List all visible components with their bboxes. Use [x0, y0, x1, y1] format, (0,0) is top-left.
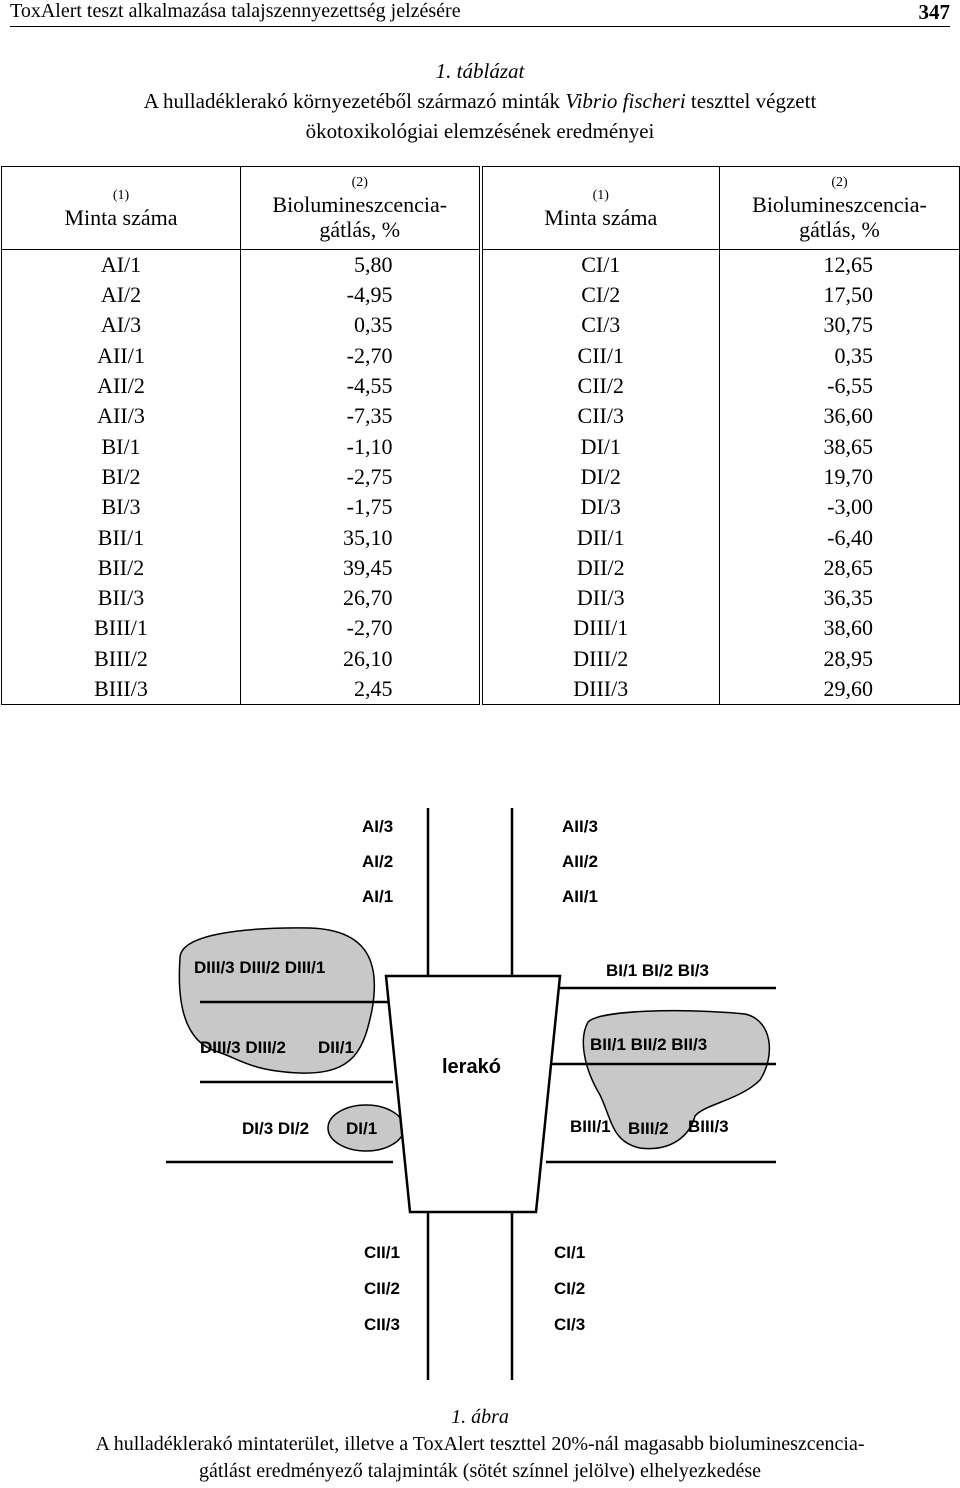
label-biii3: BIII/3 [688, 1117, 729, 1136]
value-cell-right: 17,50 [720, 280, 960, 310]
label-ci3: CI/3 [554, 1315, 586, 1334]
table-row [2, 310, 960, 340]
label-aii2: AII/2 [562, 852, 598, 871]
landfill-label: lerakó [442, 1056, 501, 1078]
value-cell-left: -1,10 [241, 431, 481, 461]
sample-cell-left: BI/2 [2, 462, 241, 492]
figure-caption-line2: gátlást eredményező talajminták (sötét színnel jelölve) elhelyezkedése [199, 1460, 761, 1482]
page-number: 347 [918, 0, 950, 24]
value-cell-left: 26,70 [241, 583, 481, 613]
sample-cell-left: AI/3 [2, 310, 241, 340]
sample-cell-left: BIII/3 [2, 674, 241, 705]
value-cell-right: 36,35 [720, 583, 960, 613]
table-row [2, 644, 960, 674]
value-cell-right: 28,95 [720, 644, 960, 674]
sample-cell-left: BIII/2 [2, 644, 241, 674]
table-row [2, 613, 960, 643]
value-cell-left: 0,35 [241, 310, 481, 340]
value-cell-left: -2,70 [241, 341, 481, 371]
table-row [2, 583, 960, 613]
value-cell-left: 5,80 [241, 250, 481, 281]
label-ai1: AI/1 [362, 887, 394, 906]
value-cell-right: -6,40 [720, 522, 960, 552]
label-ci2: CI/2 [554, 1279, 586, 1298]
highlight-area-b [583, 1011, 769, 1149]
value-cell-left: -4,95 [241, 280, 481, 310]
sample-cell-right: DII/2 [481, 553, 720, 583]
sample-cell-right: CII/1 [481, 341, 720, 371]
sample-cell-right: DIII/1 [481, 613, 720, 643]
label-bi-row: BI/1 BI/2 BI/3 [606, 961, 709, 980]
table-row [2, 492, 960, 522]
sample-cell-right: DI/2 [481, 462, 720, 492]
sample-cell-right: CI/2 [481, 280, 720, 310]
label-cii2: CII/2 [364, 1279, 400, 1298]
table-row [2, 674, 960, 705]
table-row [2, 250, 960, 281]
value-cell-right: 12,65 [720, 250, 960, 281]
sample-cell-right: CI/3 [481, 310, 720, 340]
sample-cell-right: CI/1 [481, 250, 720, 281]
value-cell-left: 26,10 [241, 644, 481, 674]
label-ci1: CI/1 [554, 1243, 586, 1262]
table-caption [0, 56, 960, 146]
table-row [2, 401, 960, 431]
sample-cell-left: BI/1 [2, 431, 241, 461]
sample-cell-left: BI/3 [2, 492, 241, 522]
label-ai3: AI/3 [362, 817, 394, 836]
value-cell-left: 2,45 [241, 674, 481, 705]
table-row [2, 553, 960, 583]
figure-caption-line1: A hulladéklerakó mintaterület, illetve a ToxAlert teszttel 20%-nál magasabb biolumineszcencia- [95, 1433, 865, 1455]
header-sample-right: (1) Minta száma [481, 167, 720, 250]
table-row [2, 462, 960, 492]
label-aii3: AII/3 [562, 817, 598, 836]
value-cell-right: 36,60 [720, 401, 960, 431]
running-head-title: ToxAlert teszt alkalmazása talajszennyezettség jelzésére [10, 0, 461, 22]
value-cell-right: 19,70 [720, 462, 960, 492]
label-diii-row: DIII/3 DIII/2 DIII/1 [194, 958, 326, 977]
value-cell-right: 30,75 [720, 310, 960, 340]
sample-cell-left: BII/2 [2, 553, 241, 583]
sample-cell-left: BIII/1 [2, 613, 241, 643]
landfill-shape [386, 976, 560, 1212]
sample-cell-right: CII/2 [481, 371, 720, 401]
sample-cell-left: AI/2 [2, 280, 241, 310]
sampling-site-map [0, 790, 960, 1390]
sample-cell-left: AII/3 [2, 401, 241, 431]
sample-cell-left: BII/3 [2, 583, 241, 613]
sample-cell-left: AI/1 [2, 250, 241, 281]
results-table [1, 166, 960, 705]
table-row [2, 522, 960, 552]
value-cell-left: -7,35 [241, 401, 481, 431]
table-header-row [2, 167, 960, 250]
label-biii1: BIII/1 [570, 1117, 611, 1136]
value-cell-left: -2,70 [241, 613, 481, 643]
table-row [2, 341, 960, 371]
sample-cell-left: BII/1 [2, 522, 241, 552]
table-caption-number: 1. táblázat [435, 59, 525, 83]
table-row [2, 280, 960, 310]
label-cii3: CII/3 [364, 1315, 400, 1334]
sample-cell-right: DII/1 [481, 522, 720, 552]
label-di-row: DI/3 DI/2 [242, 1119, 310, 1138]
value-cell-right: 29,60 [720, 674, 960, 705]
sample-cell-left: AII/1 [2, 341, 241, 371]
sample-cell-right: DI/1 [481, 431, 720, 461]
table-row [2, 371, 960, 401]
header-inhibition-left: (2) Biolumineszcencia- gátlás, % [241, 167, 481, 250]
label-ai2: AI/2 [362, 852, 394, 871]
sample-cell-right: DI/3 [481, 492, 720, 522]
label-biii2: BIII/2 [628, 1119, 669, 1138]
label-dii1: DII/1 [318, 1038, 354, 1057]
header-sample-left: (1) Minta száma [2, 167, 241, 250]
figure-caption [0, 1404, 960, 1485]
value-cell-right: 28,65 [720, 553, 960, 583]
value-cell-left: -4,55 [241, 371, 481, 401]
value-cell-right: 38,65 [720, 431, 960, 461]
value-cell-right: -6,55 [720, 371, 960, 401]
value-cell-left: -1,75 [241, 492, 481, 522]
label-di1: DI/1 [346, 1119, 378, 1138]
table-caption-line1: A hulladéklerakó környezetéből származó minták Vibrio fischeri teszttel végzett [143, 89, 817, 113]
sample-cell-left: AII/2 [2, 371, 241, 401]
figure-caption-number: 1. ábra [451, 1406, 509, 1428]
label-aii1: AII/1 [562, 887, 598, 906]
value-cell-left: 35,10 [241, 522, 481, 552]
value-cell-left: -2,75 [241, 462, 481, 492]
sample-cell-right: DIII/3 [481, 674, 720, 705]
running-head [10, 0, 950, 27]
table-row [2, 431, 960, 461]
header-inhibition-right: (2) Biolumineszcencia- gátlás, % [720, 167, 960, 250]
sample-cell-right: DIII/2 [481, 644, 720, 674]
label-diii-row2: DIII/3 DIII/2 [200, 1038, 286, 1057]
value-cell-right: 38,60 [720, 613, 960, 643]
label-bii-row: BII/1 BII/2 BII/3 [590, 1035, 708, 1054]
value-cell-left: 39,45 [241, 553, 481, 583]
label-cii1: CII/1 [364, 1243, 400, 1262]
sample-cell-right: CII/3 [481, 401, 720, 431]
table-caption-line2: ökotoxikológiai elemzésének eredményei [305, 119, 655, 143]
sample-cell-right: DII/3 [481, 583, 720, 613]
value-cell-right: -3,00 [720, 492, 960, 522]
value-cell-right: 0,35 [720, 341, 960, 371]
